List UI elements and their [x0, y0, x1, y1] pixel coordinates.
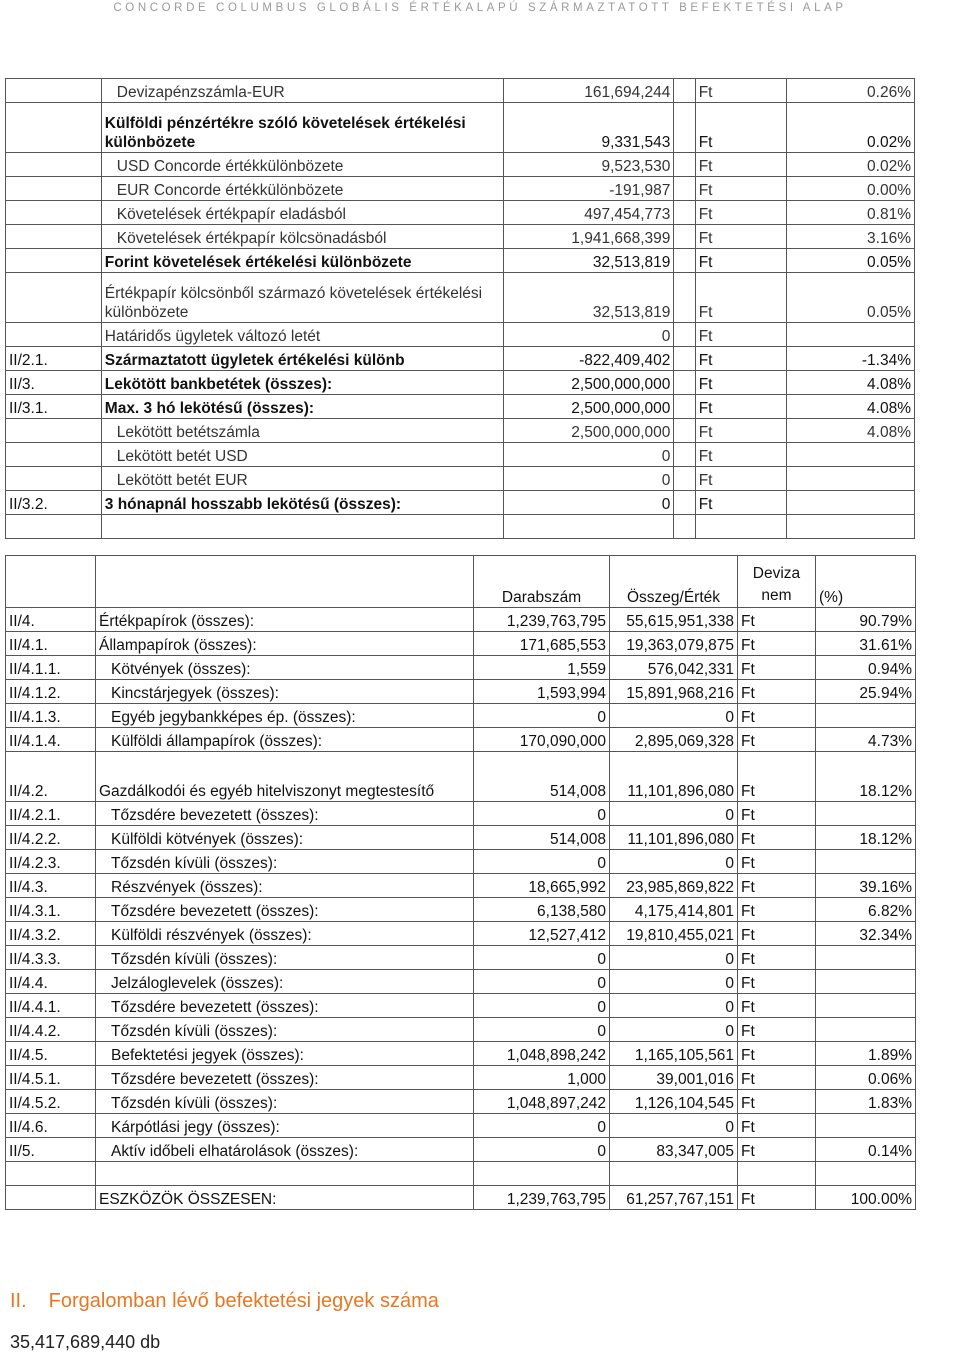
spacer-cell	[674, 103, 695, 153]
row-code: II/4.3.2.	[6, 922, 96, 946]
row-pct: 1.89%	[816, 1042, 916, 1066]
row-qty: 171,685,553	[474, 632, 610, 656]
table-row	[6, 153, 915, 177]
row-value: 0	[610, 970, 738, 994]
row-value: 4,175,414,801	[610, 898, 738, 922]
total-cur: Ft	[738, 1186, 816, 1210]
row-label: Származtatott ügyletek értékelési különb	[101, 347, 503, 371]
row-percent: 3.16%	[787, 225, 915, 249]
row-code	[6, 467, 102, 491]
row-code: II/5.	[6, 1138, 96, 1162]
currency-header: Deviza nem	[738, 556, 816, 608]
row-value: 0	[610, 704, 738, 728]
row-pct: 31.61%	[816, 632, 916, 656]
row-code	[6, 103, 102, 153]
row-qty: 0	[474, 994, 610, 1018]
row-amount: 32,513,819	[504, 273, 674, 323]
table-row	[6, 680, 916, 704]
row-label: Külföldi részvények (összes):	[96, 922, 474, 946]
row-label: Egyéb jegybankképes ép. (összes):	[96, 704, 474, 728]
table-row	[6, 103, 915, 153]
row-currency: Ft	[695, 225, 787, 249]
row-cur: Ft	[738, 1090, 816, 1114]
row-value: 11,101,896,080	[610, 826, 738, 850]
row-percent: 0.26%	[787, 79, 915, 103]
row-label: Követelések értékpapír eladásból	[101, 201, 503, 225]
row-cur: Ft	[738, 994, 816, 1018]
table-row	[6, 728, 916, 752]
row-amount: 2,500,000,000	[504, 371, 674, 395]
row-label: Gazdálkodói és egyéb hitelviszonyt megtestesítő	[96, 752, 474, 802]
row-code	[6, 323, 102, 347]
row-value: 19,810,455,021	[610, 922, 738, 946]
spacer-cell	[674, 249, 695, 273]
row-amount: 1,941,668,399	[504, 225, 674, 249]
table-row	[6, 826, 916, 850]
empty-cell	[738, 1162, 816, 1186]
row-label: Tőzsdén kívüli (összes):	[96, 850, 474, 874]
row-amount: 161,694,244	[504, 79, 674, 103]
row-code: II/4.1.1.	[6, 656, 96, 680]
table-row-empty	[6, 515, 915, 539]
row-pct	[816, 946, 916, 970]
table-row	[6, 632, 916, 656]
row-qty: 12,527,412	[474, 922, 610, 946]
row-label: Befektetési jegyek (összes):	[96, 1042, 474, 1066]
row-value: 11,101,896,080	[610, 752, 738, 802]
row-amount: 0	[504, 467, 674, 491]
row-code	[6, 419, 102, 443]
table-row	[6, 273, 915, 323]
table-row	[6, 491, 915, 515]
row-label: Külföldi kötvények (összes):	[96, 826, 474, 850]
row-percent	[787, 491, 915, 515]
table-row	[6, 1066, 916, 1090]
row-code	[6, 79, 102, 103]
row-code	[6, 177, 102, 201]
row-code: II/4.1.3.	[6, 704, 96, 728]
row-value: 1,126,104,545	[610, 1090, 738, 1114]
row-code	[6, 201, 102, 225]
row-qty: 170,090,000	[474, 728, 610, 752]
table-row	[6, 323, 915, 347]
row-amount: 2,500,000,000	[504, 419, 674, 443]
row-label: EUR Concorde értékkülönbözete	[101, 177, 503, 201]
total-row	[6, 1186, 916, 1210]
row-value: 83,347,005	[610, 1138, 738, 1162]
row-cur: Ft	[738, 850, 816, 874]
table-row	[6, 898, 916, 922]
row-code: II/3.2.	[6, 491, 102, 515]
row-currency: Ft	[695, 395, 787, 419]
table-row	[6, 1114, 916, 1138]
table-row	[6, 970, 916, 994]
row-qty: 0	[474, 1018, 610, 1042]
row-label: Devizapénzszámla-EUR	[101, 79, 503, 103]
table-row	[6, 656, 916, 680]
row-label: Részvények (összes):	[96, 874, 474, 898]
row-cur: Ft	[738, 970, 816, 994]
row-percent: -1.34%	[787, 347, 915, 371]
table-row	[6, 802, 916, 826]
spacer-cell	[674, 443, 695, 467]
row-qty: 0	[474, 1138, 610, 1162]
table-row	[6, 249, 915, 273]
row-label: Tőzsdén kívüli (összes):	[96, 946, 474, 970]
row-pct	[816, 970, 916, 994]
row-value: 19,363,079,875	[610, 632, 738, 656]
row-label: Lekötött betét USD	[101, 443, 503, 467]
row-value: 55,615,951,338	[610, 608, 738, 632]
row-cur: Ft	[738, 1042, 816, 1066]
row-code: II/4.1.	[6, 632, 96, 656]
row-pct	[816, 1114, 916, 1138]
section-title: Forgalomban lévő befektetési jegyek száma	[48, 1290, 439, 1312]
row-currency: Ft	[695, 347, 787, 371]
row-amount: -191,987	[504, 177, 674, 201]
row-label: Tőzsdére bevezetett (összes):	[96, 994, 474, 1018]
row-label: 3 hónapnál hosszabb lekötésű (összes):	[101, 491, 503, 515]
spacer-cell	[674, 347, 695, 371]
row-value: 0	[610, 946, 738, 970]
row-label: Állampapírok (összes):	[96, 632, 474, 656]
row-percent: 4.08%	[787, 371, 915, 395]
row-label: Tőzsdén kívüli (összes):	[96, 1018, 474, 1042]
row-qty: 514,008	[474, 826, 610, 850]
units-in-circulation: 35,417,689,440 db	[10, 1332, 161, 1352]
table-header-row	[6, 556, 916, 608]
row-code: II/4.3.	[6, 874, 96, 898]
row-qty: 1,048,898,242	[474, 1042, 610, 1066]
row-qty: 18,665,992	[474, 874, 610, 898]
table-row	[6, 177, 915, 201]
row-label: Kincstárjegyek (összes):	[96, 680, 474, 704]
row-qty: 0	[474, 850, 610, 874]
row-cur: Ft	[738, 680, 816, 704]
row-qty: 0	[474, 704, 610, 728]
row-label: Forint követelések értékelési különbözete	[101, 249, 503, 273]
row-code	[6, 225, 102, 249]
row-label: Értékpapírok (összes):	[96, 608, 474, 632]
row-qty: 1,048,897,242	[474, 1090, 610, 1114]
row-pct: 25.94%	[816, 680, 916, 704]
row-pct: 4.73%	[816, 728, 916, 752]
row-qty: 0	[474, 802, 610, 826]
row-label: Tőzsdére bevezetett (összes):	[96, 1066, 474, 1090]
row-label: Követelések értékpapír kölcsönadásból	[101, 225, 503, 249]
row-amount: 9,523,530	[504, 153, 674, 177]
row-code	[6, 443, 102, 467]
row-cur: Ft	[738, 1018, 816, 1042]
row-pct: 90.79%	[816, 608, 916, 632]
table-row	[6, 850, 916, 874]
table-row	[6, 225, 915, 249]
row-qty: 1,000	[474, 1066, 610, 1090]
row-value: 15,891,968,216	[610, 680, 738, 704]
page-header: CONCORDE COLUMBUS GLOBÁLIS ÉRTÉKALAPÚ SZÁRMAZTATOTT BEFEKTETÉSI ALAP	[113, 2, 847, 14]
row-label: Tőzsdén kívüli (összes):	[96, 1090, 474, 1114]
row-value: 2,895,069,328	[610, 728, 738, 752]
table-row	[6, 1018, 916, 1042]
row-value: 23,985,869,822	[610, 874, 738, 898]
table-row	[6, 1138, 916, 1162]
row-percent: 4.08%	[787, 419, 915, 443]
row-currency: Ft	[695, 177, 787, 201]
total-pct: 100.00%	[816, 1186, 916, 1210]
row-qty: 0	[474, 970, 610, 994]
row-qty: 1,593,994	[474, 680, 610, 704]
row-cur: Ft	[738, 656, 816, 680]
row-percent: 4.08%	[787, 395, 915, 419]
row-value: 0	[610, 994, 738, 1018]
row-percent: 0.05%	[787, 249, 915, 273]
row-cur: Ft	[738, 632, 816, 656]
row-code: II/4.4.2.	[6, 1018, 96, 1042]
row-code: II/4.1.2.	[6, 680, 96, 704]
row-code	[6, 249, 102, 273]
row-pct: 18.12%	[816, 826, 916, 850]
row-percent: 0.02%	[787, 103, 915, 153]
table-row	[6, 874, 916, 898]
row-pct	[816, 704, 916, 728]
section-number: II.	[10, 1290, 27, 1312]
spacer-cell	[674, 273, 695, 323]
row-label: USD Concorde értékkülönbözete	[101, 153, 503, 177]
row-currency: Ft	[695, 103, 787, 153]
row-qty: 514,008	[474, 752, 610, 802]
row-value: 0	[610, 850, 738, 874]
row-cur: Ft	[738, 826, 816, 850]
row-label: Jelzáloglevelek (összes):	[96, 970, 474, 994]
table-row	[6, 1090, 916, 1114]
row-amount: 0	[504, 443, 674, 467]
empty-cell	[101, 515, 503, 539]
table-row	[6, 419, 915, 443]
row-label: Külföldi állampapírok (összes):	[96, 728, 474, 752]
row-percent	[787, 467, 915, 491]
spacer-cell	[674, 419, 695, 443]
row-pct: 32.34%	[816, 922, 916, 946]
securities-table	[5, 555, 916, 1210]
spacer-cell	[674, 323, 695, 347]
row-qty: 6,138,580	[474, 898, 610, 922]
row-value: 576,042,331	[610, 656, 738, 680]
table-row	[6, 922, 916, 946]
row-currency: Ft	[695, 323, 787, 347]
row-pct: 18.12%	[816, 752, 916, 802]
row-currency: Ft	[695, 467, 787, 491]
row-cur: Ft	[738, 1066, 816, 1090]
row-currency: Ft	[695, 443, 787, 467]
row-pct	[816, 802, 916, 826]
row-cur: Ft	[738, 1114, 816, 1138]
row-amount: 0	[504, 323, 674, 347]
row-cur: Ft	[738, 728, 816, 752]
row-pct	[816, 994, 916, 1018]
row-cur: Ft	[738, 946, 816, 970]
row-currency: Ft	[695, 153, 787, 177]
table-row	[6, 79, 915, 103]
row-amount: 9,331,543	[504, 103, 674, 153]
row-cur: Ft	[738, 922, 816, 946]
empty-cell	[504, 515, 674, 539]
table-row	[6, 946, 916, 970]
row-cur: Ft	[738, 608, 816, 632]
row-amount: 2,500,000,000	[504, 395, 674, 419]
empty-cell	[674, 515, 695, 539]
row-pct: 6.82%	[816, 898, 916, 922]
row-label: Kárpótlási jegy (összes):	[96, 1114, 474, 1138]
row-pct: 1.83%	[816, 1090, 916, 1114]
row-cur: Ft	[738, 898, 816, 922]
row-qty: 0	[474, 1114, 610, 1138]
row-currency: Ft	[695, 419, 787, 443]
total-code	[6, 1186, 96, 1210]
row-cur: Ft	[738, 704, 816, 728]
spacer-cell	[674, 79, 695, 103]
table-row-empty	[6, 1162, 916, 1186]
table-row	[6, 467, 915, 491]
row-pct	[816, 1018, 916, 1042]
row-qty: 1,559	[474, 656, 610, 680]
row-pct: 0.06%	[816, 1066, 916, 1090]
row-label: Kötvények (összes):	[96, 656, 474, 680]
row-currency: Ft	[695, 371, 787, 395]
row-code	[6, 153, 102, 177]
total-qty: 1,239,763,795	[474, 1186, 610, 1210]
empty-cell	[474, 1162, 610, 1186]
pct-header: (%)	[816, 556, 916, 608]
row-percent: 0.02%	[787, 153, 915, 177]
row-cur: Ft	[738, 1138, 816, 1162]
row-value: 1,165,105,561	[610, 1042, 738, 1066]
table-row	[6, 201, 915, 225]
row-pct	[816, 850, 916, 874]
row-currency: Ft	[695, 201, 787, 225]
value-header: Összeg/Érték	[610, 556, 738, 608]
assets-table-part1	[5, 78, 915, 539]
row-code: II/4.4.1.	[6, 994, 96, 1018]
row-code: II/4.5.2.	[6, 1090, 96, 1114]
row-cur: Ft	[738, 752, 816, 802]
empty-cell	[695, 515, 787, 539]
qty-header: Darabszám	[474, 556, 610, 608]
row-percent: 0.00%	[787, 177, 915, 201]
table-row	[6, 443, 915, 467]
row-label: Határidős ügyletek változó letét	[101, 323, 503, 347]
spacer-cell	[674, 395, 695, 419]
table-row	[6, 1042, 916, 1066]
table-row	[6, 347, 915, 371]
row-label: Tőzsdére bevezetett (összes):	[96, 802, 474, 826]
row-currency: Ft	[695, 249, 787, 273]
row-code: II/2.1.	[6, 347, 102, 371]
row-code: II/4.5.	[6, 1042, 96, 1066]
row-code: II/4.2.1.	[6, 802, 96, 826]
row-currency: Ft	[695, 273, 787, 323]
row-value: 39,001,016	[610, 1066, 738, 1090]
row-value: 0	[610, 802, 738, 826]
row-label: Lekötött betét EUR	[101, 467, 503, 491]
row-label: Lekötött betétszámla	[101, 419, 503, 443]
spacer-cell	[674, 201, 695, 225]
row-label: Max. 3 hó lekötésű (összes):	[101, 395, 503, 419]
row-percent: 0.05%	[787, 273, 915, 323]
row-amount: 32,513,819	[504, 249, 674, 273]
row-code: II/4.3.3.	[6, 946, 96, 970]
row-code: II/4.4.	[6, 970, 96, 994]
row-percent	[787, 323, 915, 347]
table-row	[6, 704, 916, 728]
row-label: Lekötött bankbetétek (összes):	[101, 371, 503, 395]
row-value: 0	[610, 1114, 738, 1138]
empty-cell	[6, 515, 102, 539]
empty-cell	[610, 1162, 738, 1186]
spacer-cell	[674, 371, 695, 395]
row-value: 0	[610, 1018, 738, 1042]
spacer-cell	[674, 153, 695, 177]
row-code: II/4.2.	[6, 752, 96, 802]
row-qty: 1,239,763,795	[474, 608, 610, 632]
table-row	[6, 395, 915, 419]
empty-cell	[787, 515, 915, 539]
row-pct: 0.14%	[816, 1138, 916, 1162]
row-code: II/4.6.	[6, 1114, 96, 1138]
row-currency: Ft	[695, 491, 787, 515]
spacer-cell	[674, 177, 695, 201]
row-code: II/3.1.	[6, 395, 102, 419]
table-row	[6, 994, 916, 1018]
spacer-cell	[674, 491, 695, 515]
row-label: Értékpapír kölcsönből származó követelések értékelési különbözete	[101, 273, 503, 323]
table-row	[6, 371, 915, 395]
row-currency: Ft	[695, 79, 787, 103]
empty-cell	[816, 1162, 916, 1186]
empty-cell	[96, 1162, 474, 1186]
row-cur: Ft	[738, 874, 816, 898]
spacer-cell	[674, 467, 695, 491]
empty-cell	[6, 1162, 96, 1186]
row-label: Tőzsdére bevezetett (összes):	[96, 898, 474, 922]
row-code: II/4.2.3.	[6, 850, 96, 874]
table-row	[6, 752, 916, 802]
row-code: II/4.3.1.	[6, 898, 96, 922]
row-percent: 0.81%	[787, 201, 915, 225]
row-label: Aktív időbeli elhatárolások (összes):	[96, 1138, 474, 1162]
total-value: 61,257,767,151	[610, 1186, 738, 1210]
row-pct: 39.16%	[816, 874, 916, 898]
row-amount: 0	[504, 491, 674, 515]
row-pct: 0.94%	[816, 656, 916, 680]
row-amount: 497,454,773	[504, 201, 674, 225]
row-code: II/4.	[6, 608, 96, 632]
row-code: II/4.1.4.	[6, 728, 96, 752]
spacer-cell	[674, 225, 695, 249]
row-amount: -822,409,402	[504, 347, 674, 371]
row-qty: 0	[474, 946, 610, 970]
table-row	[6, 608, 916, 632]
row-code: II/3.	[6, 371, 102, 395]
section-heading	[10, 1290, 439, 1313]
total-label: ESZKÖZÖK ÖSSZESEN:	[96, 1186, 474, 1210]
row-code: II/4.5.1.	[6, 1066, 96, 1090]
row-cur: Ft	[738, 802, 816, 826]
row-code: II/4.2.2.	[6, 826, 96, 850]
row-label: Külföldi pénzértékre szóló követelések értékelési különbözete	[101, 103, 503, 153]
row-code	[6, 273, 102, 323]
row-percent	[787, 443, 915, 467]
